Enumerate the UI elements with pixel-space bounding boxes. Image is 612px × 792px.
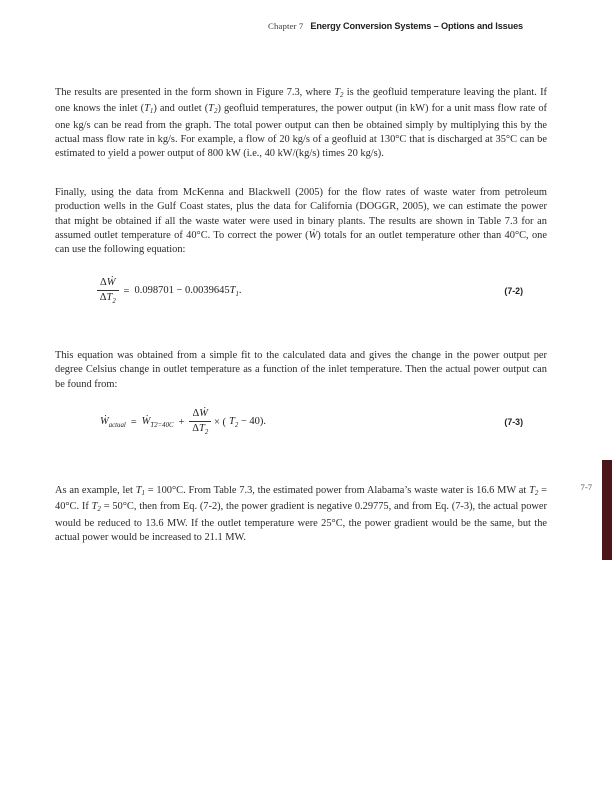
equation-7-2	[55, 277, 547, 306]
times-sign: × (	[213, 416, 227, 428]
equation-7-3	[55, 408, 547, 437]
equation-number-7-3: (7-3)	[504, 417, 523, 428]
chapter-label: Chapter 7	[267, 21, 304, 31]
page-number: 7-7	[580, 482, 592, 492]
chapter-title: Energy Conversion Systems – Options and Issues	[310, 21, 523, 31]
equals-sign: =	[123, 285, 130, 297]
running-header	[268, 16, 523, 34]
equation-number-7-2: (7-2)	[504, 286, 523, 297]
w-t2-40c-term: Ẇ$_{T2=40C}$	[141, 415, 174, 429]
plus-sign: +	[178, 416, 185, 428]
paragraph-3: This equation was obtained from a simple fit to the calculated data and gives the change in the power output per degree Celsius change in outlet temperature as a function of the inlet temperature. Then the actual power output can be found from:	[55, 350, 547, 390]
paragraph-1: The results are presented in the form shown in Figure 7.3, where T2 is the geofluid temperature leaving the plant. If one knows the inlet (T1) and outlet (T2) geofluid temperatures, the power output (in kW) for a unit mass flow rate of one kg/s can be read from the graph. The total power output can then be obtained simply by multiplying this by the actual mass flow rate in kg/s. For example, a flow of 20 kg/s of a geofluid at 130°C that is discharged at 35°C can be estimated to yield a power output of 800 kW (i.e., 40 kW/(kg/s) times 20 kg/s).	[55, 87, 547, 159]
fraction-dW-dT2: $\frac{\text{ΔẆ}}{\Delta T_2}$	[189, 408, 211, 437]
paragraph-4: As an example, let T1 = 100°C. From Table 7.3, the estimated power from Alabama’s waste water is 16.6 MW at T2 = 40°C. If T2 = 50°C, then from Eq. (7-2), the power gradient is negative 0.29775, and from Eq. (7-3), the actual power would be reduced to 13.6 MW. If the outlet temperature were 25°C, the power gradient would be the same, but the actual power would be increased to 21.1 MW.	[55, 485, 547, 543]
equation-rhs: $0.098701 - 0.0039645T_1$.	[134, 284, 242, 298]
fraction-dW-dT2: $\frac{\text{ΔẆ}}{\Delta T_2}$	[97, 277, 119, 306]
paragraph-2: Finally, using the data from McKenna and Blackwell (2005) for the flow rates of waste water from petroleum production wells in the Gulf Coast states, plus the data for California (DOGGR, 2005), we can estimate the power that might be obtained if all the waste water were used in binary plants. The results are shown in Table 7.3 for an assumed outlet temperature of 40°C. To correct the power (Ẇ) totals for an outlet temperature other than 40°C, one can use the following equation:	[55, 187, 547, 255]
w-actual-term: Ẇ$_{actual}$	[100, 415, 126, 429]
t2-minus-40-term: $T_2 - 40$).	[229, 415, 267, 429]
chapter-bleed-tab	[602, 460, 612, 560]
equals-sign: =	[130, 416, 137, 428]
